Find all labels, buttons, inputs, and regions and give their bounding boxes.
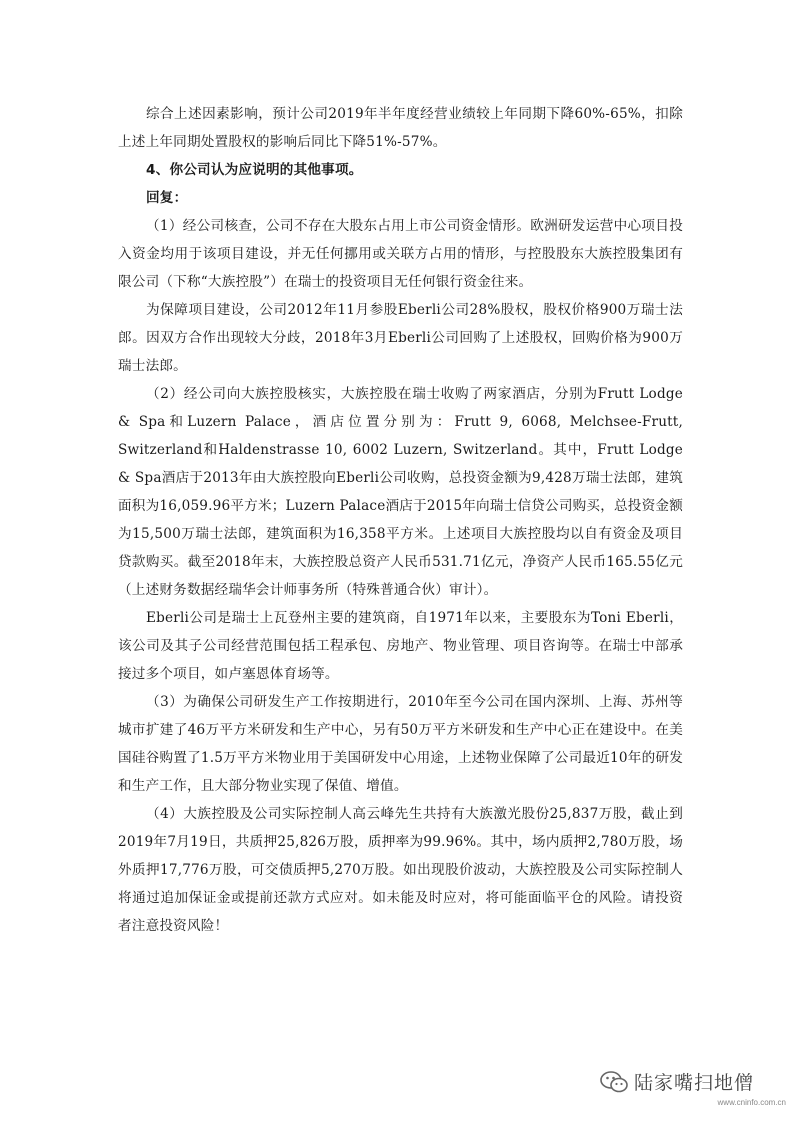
site-url: www.cninfo.com.cn (717, 1098, 786, 1107)
paragraph-item-2: （2）经公司向大族控股核实，大族控股在瑞士收购了两家酒店，分别为Frutt Lodge & Spa和Luzern Palace，酒店位置分别为：Frutt 9, 6068, Melchsee-Frutt, Switzerland和Haldenstrasse 10, 6002 Luzern, Switzerland。其中，Frutt Lodge & Spa酒店于2013年由大族控股向Eberli公司收购，总投资金额为9,428万瑞士法郎，建筑面积为16,059.96平方米；Luzern Palace酒店于2015年向瑞士信贷公司购买，总投资金额为15,500万瑞士法郎，建筑面积为16,358平方米。上述项目大族控股均以自有资金及项目贷款购买。截至2018年末，大族控股总资产人民币531.71亿元，净资产人民币165.55亿元（上述财务数据经瑞华会计师事务所（特殊普通合伙）审计）。 (118, 386, 683, 598)
wechat-icon (600, 1070, 628, 1094)
paragraph-eberli-company: Eberli公司是瑞士上瓦登州主要的建筑商，自1971年以来，主要股东为Toni Eberli，该公司及其子公司经营范围包括工程承包、房地产、物业管理、项目咨询等。在瑞士中部承接过多个项目，如卢塞恩体育场等。 (118, 610, 683, 682)
watermark-text: 陆家嘴扫地僧 (633, 1072, 754, 1094)
reply-heading: 回复： (146, 190, 188, 206)
document-body (118, 100, 683, 940)
paragraph-eberli-stake: 为保障项目建设，公司2012年11月参股Eberli公司28%股权，股权价格900万瑞士法郎。因双方合作出现较大分歧，2018年3月Eberli公司回购了上述股权，回购价格为900万瑞士法郎。 (118, 302, 683, 374)
section-heading: 4、你公司认为应说明的其他事项。 (146, 162, 363, 178)
paragraph-item-1: （1）经公司核查，公司不存在大股东占用上市公司资金情形。欧洲研发运营中心项目投入资金均用于该项目建设，并无任何挪用或关联方占用的情形，与控股股东大族控股集团有限公司（下称“大族控股”）在瑞士的投资项目无任何银行资金往来。 (118, 218, 683, 290)
watermark (600, 1068, 754, 1095)
paragraph-summary: 综合上述因素影响，预计公司2019年半年度经营业绩较上年同期下降60%-65%，扣除上述上年同期处置股权的影响后同比下降51%-57%。 (118, 106, 683, 150)
paragraph-item-3: （3）为确保公司研发生产工作按期进行，2010年至今公司在国内深圳、上海、苏州等城市扩建了46万平方米研发和生产中心，另有50万平方米研发和生产中心正在建设中。在美国硅谷购置了1.5万平方米物业用于美国研发中心用途，上述物业保障了公司最近10年的研发和生产工作，且大部分物业实现了保值、增值。 (118, 694, 683, 794)
paragraph-item-4: （4）大族控股及公司实际控制人高云峰先生共持有大族激光股份25,837万股，截止到2019年7月19日，共质押25,826万股，质押率为99.96%。其中，场内质押2,780万股，场外质押17,776万股，可交债质押5,270万股。如出现股价波动，大族控股及公司实际控制人将通过追加保证金或提前还款方式应对。如未能及时应对，将可能面临平仓的风险。请投资者注意投资风险！ (118, 806, 683, 934)
